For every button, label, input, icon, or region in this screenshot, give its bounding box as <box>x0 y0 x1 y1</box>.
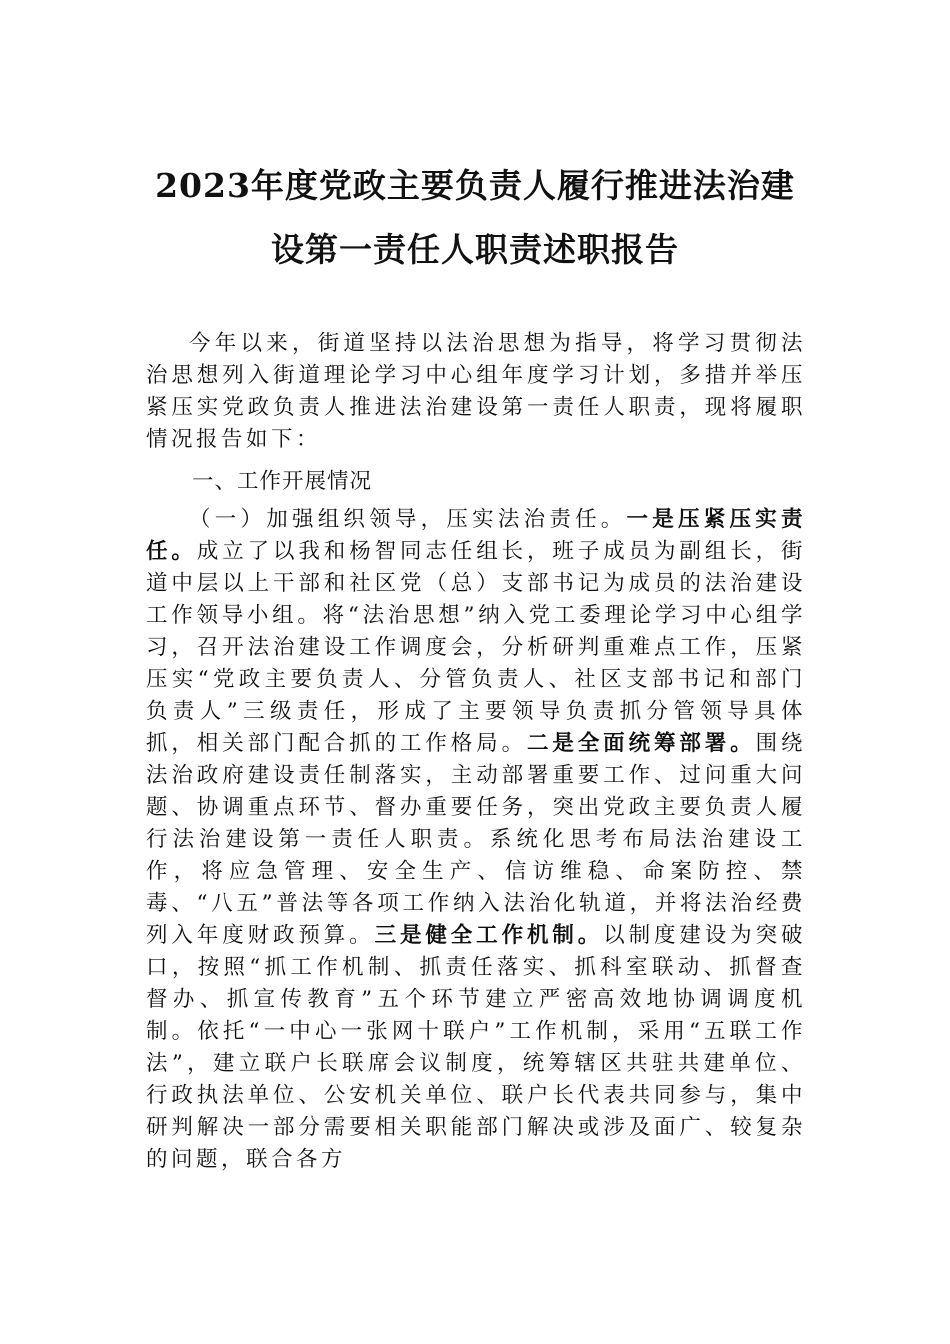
point-1-text: 成立了以我和杨智同志任组长，班子成员为副组长，街道中层以上干部和社区党（总）支部书记为成员的法治建设工作领导小组。将“法治思想”纳入党工委理论学习中心组学习，召开法治建设工作调度会，分析研判重难点工作，压紧压实“党政主要负责人、分管负责人、社区支部书记和部门负责人”三级责任，形成了主要领导负责抓分管领导具体抓，相关部门配合抓的工作格局。 <box>146 539 806 756</box>
point-1-label: 一是压紧压实责任。 <box>146 507 806 564</box>
document-title-line-2: 设第一责任人职责述职报告 <box>271 230 679 269</box>
point-3-text: 以制度建设为突破口，按照“抓工作机制、抓责任落实、抓科室联动、抓督查督办、抓宣传教育”五个环节建立严密高效地协调调度机制。依托“一中心一张网十联户”工作机制，采用“五联工作法”，建立联户长联席会议制度，统筹辖区共驻共建单位、行政执法单位、公安机关单位、联户长代表共同参与，集中研判解决一部分需要相关职能部门解决或涉及面广、较复杂的问题，联合各方 <box>146 923 806 1172</box>
point-3-label: 三是健全工作机制。 <box>374 923 604 948</box>
intro-paragraph: 今年以来，街道坚持以法治思想为指导，将学习贯彻法治思想列入街道理论学习中心组年度学习计划，多措并举压紧压实党政负责人推进法治建设第一责任人职责，现将履职情况报告如下： <box>146 331 806 452</box>
point-2-label: 二是全面统筹部署。 <box>526 731 756 756</box>
point-2-text: 围绕法治政府建设责任制落实，主动部署重要工作、过问重大问题、协调重点环节、督办重要任务，突出党政主要负责人履行法治建设第一责任人职责。系统化思考布局法治建设工作，将应急管理、安全生产、信访维稳、命案防控、禁毒、“八五”普法等各项工作纳入法治化轨道，并将法治经费列入年度财政预算。 <box>146 731 806 948</box>
section-heading-1: 一、工作开展情况 <box>192 469 373 494</box>
subheading: （一）加强组织领导，压实法治责任。 <box>189 507 627 532</box>
section-1-paragraph <box>146 504 806 1176</box>
document-title-line-1: 2023年度党政主要负责人履行推进法治建 <box>155 166 795 205</box>
